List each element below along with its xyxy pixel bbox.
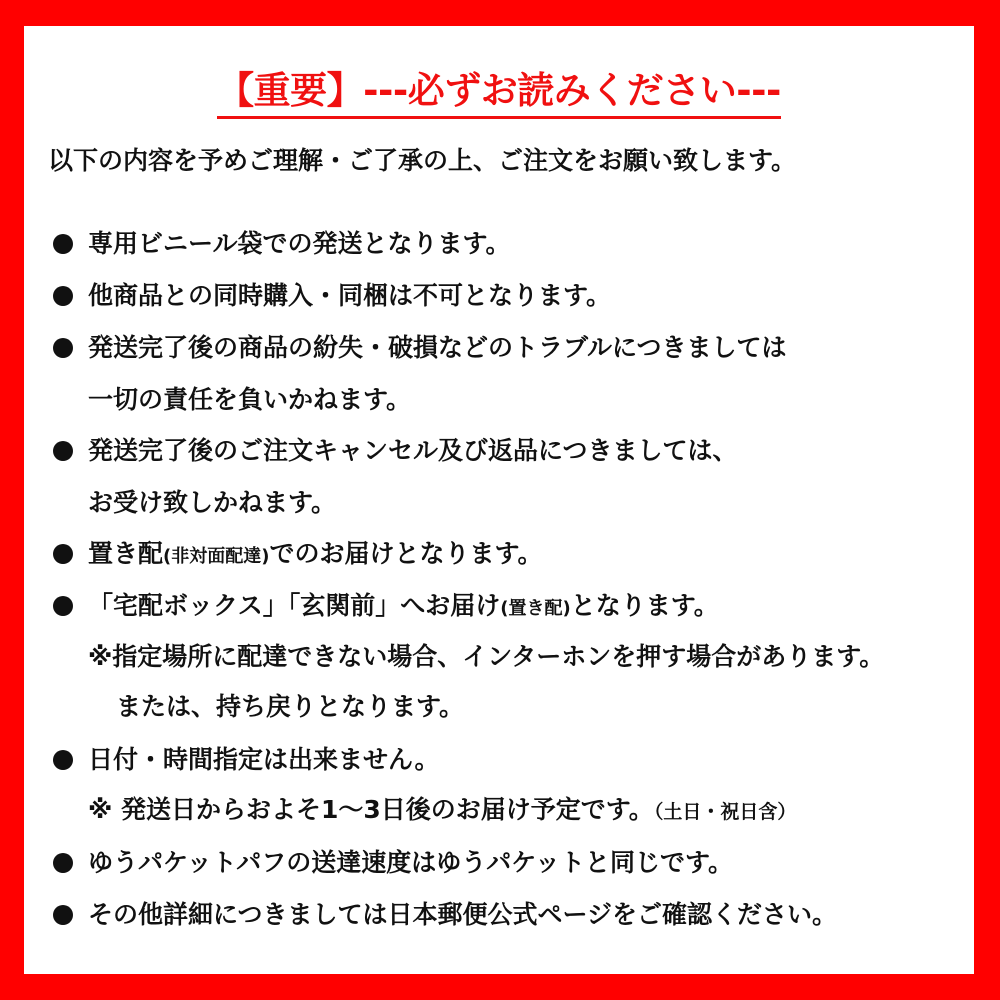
notice-item-8: ゆうパケットパフの送達速度はゆうパケットと同じです。	[88, 848, 734, 877]
notice-item-4: 発送完了後のご注文キャンセル及び返品につきましては、	[88, 436, 738, 465]
bullet-icon	[53, 750, 73, 770]
notice-item-5-aside: (非対面配達)	[163, 546, 270, 567]
notice-item-6-main: 「宅配ボックス」「玄関前」へお届け	[88, 591, 501, 620]
notice-item-5-end: でのお届けとなります。	[269, 539, 543, 568]
notice-item-7-note-aside: （土日・祝日含）	[653, 801, 797, 823]
notice-item-5-main: 置き配	[88, 539, 164, 568]
notice-item-4-continued: お受け致しかねます。	[88, 488, 337, 517]
bullet-icon	[53, 905, 73, 925]
bullet-icon	[53, 441, 73, 461]
notice-item-6-aside: (置き配)	[500, 598, 571, 619]
notice-item-2: 他商品との同時購入・同梱は不可となります。	[88, 281, 612, 310]
notice-item-3: 発送完了後の商品の紛失・破損などのトラブルにつきましては	[88, 333, 787, 362]
bullet-icon	[53, 853, 73, 873]
bullet-icon	[53, 596, 73, 616]
notice-item-6-note-continued: または、持ち戻りとなります。	[116, 692, 465, 721]
bullet-icon	[53, 234, 73, 254]
intro-text: 以下の内容を予めご理解・ご了承の上、ご注文をお願い致します。	[48, 146, 797, 175]
notice-title	[24, 68, 974, 119]
notice-item-3-continued: 一切の責任を負いかねます。	[88, 385, 412, 414]
notice-item-7-note	[88, 793, 796, 829]
bullet-icon	[53, 286, 73, 306]
bullet-icon	[53, 544, 73, 564]
notice-item-6-end: となります。	[570, 591, 719, 620]
notice-item-6-note: ※指定場所に配達できない場合、インターホンを押す場合があります。	[88, 642, 885, 671]
notice-title-text: 【重要】---必ずお読みください---	[217, 68, 781, 119]
notice-item-9: その他詳細につきましては日本郵便公式ページをご確認ください。	[88, 900, 838, 929]
notice-card	[24, 26, 974, 974]
notice-item-6	[88, 589, 719, 626]
bullet-icon	[53, 338, 73, 358]
notice-item-7-note-main: ※ 発送日からおよそ1～3日後のお届け予定です。	[88, 795, 654, 824]
notice-item-1: 専用ビニール袋での発送となります。	[88, 229, 511, 258]
notice-item-7: 日付・時間指定は出来ません。	[88, 745, 440, 774]
notice-item-5	[88, 537, 542, 574]
